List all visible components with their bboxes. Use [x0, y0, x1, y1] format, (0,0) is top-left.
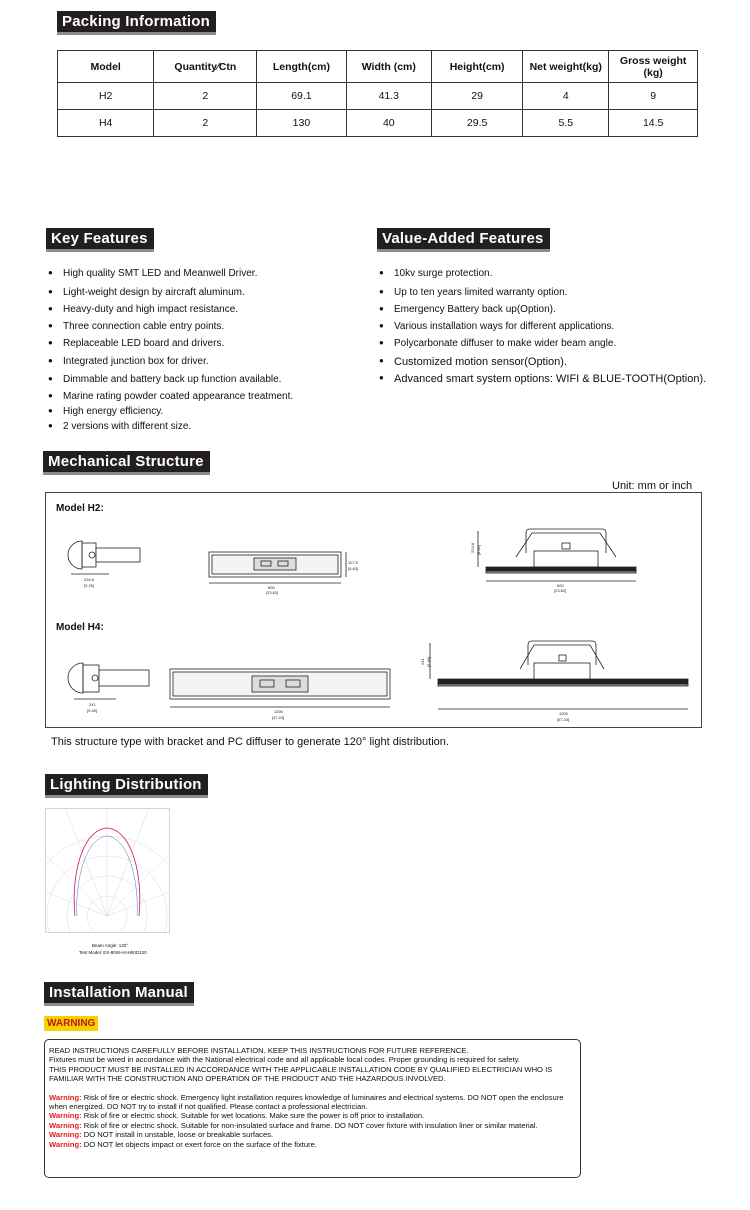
- svg-text:[9.49]: [9.49]: [426, 656, 431, 667]
- table-cell: H2: [58, 83, 154, 110]
- list-item: ● Marine rating powder coated appearance treatment.: [48, 391, 293, 406]
- table-cell: 41.3: [346, 83, 432, 110]
- unit-label: Unit: mm or inch: [612, 480, 693, 492]
- beam-angle-text: Beam Angle: 120°: [92, 943, 129, 948]
- packing-title: Packing Information: [57, 11, 216, 35]
- packing-table: [57, 50, 698, 137]
- warning-key: Warning:: [49, 1111, 82, 1121]
- h2-front-view: [470, 529, 636, 593]
- table-cell: H4: [58, 110, 154, 137]
- warning-line: Warning: DO NOT install in unstable, loose or breakable surfaces.: [49, 1130, 274, 1140]
- svg-text:1200: 1200: [274, 709, 283, 714]
- table-cell: 2: [154, 110, 257, 137]
- svg-text:241: 241: [420, 658, 425, 665]
- model-h2-label: Model H2:: [56, 503, 104, 514]
- instruction-line: THIS PRODUCT MUST BE INSTALLED IN ACCORDANCE WITH THE APPLICABLE INSTALLATION CODE BY QUALIFIED ELECTRICIAN WHO IS FAMILIAR WITH THE CONSTRUCTION AND OPERATION OF THE PRODUCT AND THE HAZARDOUS INVOLVED.: [49, 1064, 553, 1084]
- dimension-text: [9.25]: [84, 583, 95, 588]
- warning-key: Warning:: [49, 1092, 82, 1102]
- col-header: Gross weight (kg): [609, 51, 698, 83]
- warning-box: [44, 1039, 581, 1178]
- mechanical-drawings: [46, 493, 701, 727]
- warning-key: Warning:: [49, 1139, 82, 1149]
- warning-line: Warning: Risk of fire or electric shock. Suitable for non-insulated surface and frame. DO NOT cover fixture with insulation liner or similar material.: [49, 1120, 538, 1130]
- col-header: Width (cm): [346, 51, 432, 83]
- svg-text:[23.62]: [23.62]: [266, 590, 279, 595]
- lighting-title: Lighting Distribution: [45, 774, 208, 798]
- key-features-list: [48, 268, 293, 436]
- table-cell: 29.5: [432, 110, 523, 137]
- warning-line: Warning: Risk of fire or electric shock. Suitable for wet locations. Make sure the power is off prior to installation.: [49, 1111, 425, 1121]
- table-cell: 130: [257, 110, 346, 137]
- value-added-list: [379, 268, 706, 390]
- h4-top-view: [170, 669, 390, 720]
- svg-text:[47.24]: [47.24]: [272, 715, 285, 720]
- list-item: ● Dimmable and battery back up function available.: [48, 374, 293, 391]
- mechanical-title: Mechanical Structure: [43, 451, 210, 475]
- installation-title: Installation Manual: [44, 982, 194, 1006]
- list-item: ● Heavy-duty and high impact resistance.: [48, 304, 293, 321]
- list-item: ● Up to ten years limited warranty option.: [379, 287, 706, 304]
- list-item: ● 2 versions with different size.: [48, 421, 293, 436]
- model-h4-label: Model H4:: [56, 622, 104, 633]
- h4-front-view: [420, 641, 688, 722]
- list-item: ● High quality SMT LED and Meanwell Driver.: [48, 268, 293, 287]
- svg-text:117.5: 117.5: [348, 560, 358, 565]
- svg-text:1200: 1200: [559, 711, 568, 716]
- dimension-text: 234.8: [84, 577, 95, 582]
- h2-side-view: [68, 541, 140, 588]
- table-cell: 2: [154, 83, 257, 110]
- warning-badge: WARNING: [44, 1016, 98, 1031]
- test-model-text: Test Model: EX-80W-HAH50D120: [79, 950, 147, 955]
- key-features-title: Key Features: [46, 228, 154, 252]
- warning-key: Warning:: [49, 1120, 82, 1130]
- list-item: ● Various installation ways for different applications.: [379, 321, 706, 338]
- table-row: [58, 83, 698, 110]
- table-cell: 29: [432, 83, 523, 110]
- table-cell: 14.5: [609, 110, 698, 137]
- svg-text:600: 600: [268, 585, 275, 590]
- table-cell: 40: [346, 110, 432, 137]
- warning-line: Warning: DO NOT let objects impact or exert force on the surface of the fixture.: [49, 1139, 317, 1149]
- value-added-title: Value-Added Features: [377, 228, 550, 252]
- list-item: ● Polycarbonate diffuser to make wider beam angle.: [379, 338, 706, 356]
- svg-text:241: 241: [89, 702, 96, 707]
- table-cell: 4: [523, 83, 609, 110]
- list-item: ● High energy efficiency.: [48, 406, 293, 421]
- col-header: Quantity∕Ctn: [154, 51, 257, 83]
- table-row: [58, 110, 698, 137]
- warning-key: Warning:: [49, 1130, 82, 1140]
- h4-side-view: [68, 663, 149, 713]
- list-item: ● Integrated junction box for driver.: [48, 356, 293, 374]
- svg-text:[47.24]: [47.24]: [557, 717, 570, 722]
- structure-note: This structure type with bracket and PC diffuser to generate 120° light distribution.: [51, 736, 449, 748]
- list-item: ● Three connection cable entry points.: [48, 321, 293, 338]
- mechanical-drawing-frame: [45, 492, 702, 728]
- svg-text:[23.62]: [23.62]: [554, 588, 567, 593]
- list-item: ● Customized motion sensor(Option).: [379, 356, 706, 373]
- list-item: ● Advanced smart system options: WIFI & BLUE-TOOTH(Option).: [379, 373, 706, 390]
- polar-light-distribution-diagram: [45, 808, 170, 933]
- table-cell: 9: [609, 83, 698, 110]
- table-header-row: [58, 51, 698, 83]
- col-header: Model: [58, 51, 154, 83]
- table-cell: 5.5: [523, 110, 609, 137]
- instruction-line: READ INSTRUCTIONS CAREFULLY BEFORE INSTALLATION. KEEP THIS INSTRUCTIONS FOR FUTURE REFERENCE.: [49, 1046, 469, 1055]
- svg-text:600: 600: [557, 583, 564, 588]
- col-header: Height(cm): [432, 51, 523, 83]
- list-item: ● Emergency Battery back up(Option).: [379, 304, 706, 321]
- list-item: ● Light-weight design by aircraft aluminum.: [48, 287, 293, 304]
- svg-text:224.8: 224.8: [470, 542, 475, 553]
- warning-line: Warning: Risk of fire or electric shock. Emergency light installation requires knowledge of luminaires and electrical systems. DO NOT open the enclosure when energized. DO NOT try to install if not qualified. Please contact a professional electrician.: [49, 1092, 564, 1112]
- col-header: Net weight(kg): [523, 51, 609, 83]
- col-header: Length(cm): [257, 51, 346, 83]
- list-item: ● Replaceable LED board and drivers.: [48, 338, 293, 356]
- svg-text:[9.49]: [9.49]: [87, 708, 98, 713]
- svg-text:[4.63]: [4.63]: [348, 566, 359, 571]
- h2-top-view: [209, 552, 358, 595]
- list-item: ● 10kv surge protection.: [379, 268, 706, 287]
- instruction-line: Fixtures must be wired in accordance with the National electrical code and all applicable local codes. Proper grounding is required for safety.: [49, 1055, 520, 1065]
- svg-text:[8.85]: [8.85]: [476, 544, 481, 555]
- table-cell: 69.1: [257, 83, 346, 110]
